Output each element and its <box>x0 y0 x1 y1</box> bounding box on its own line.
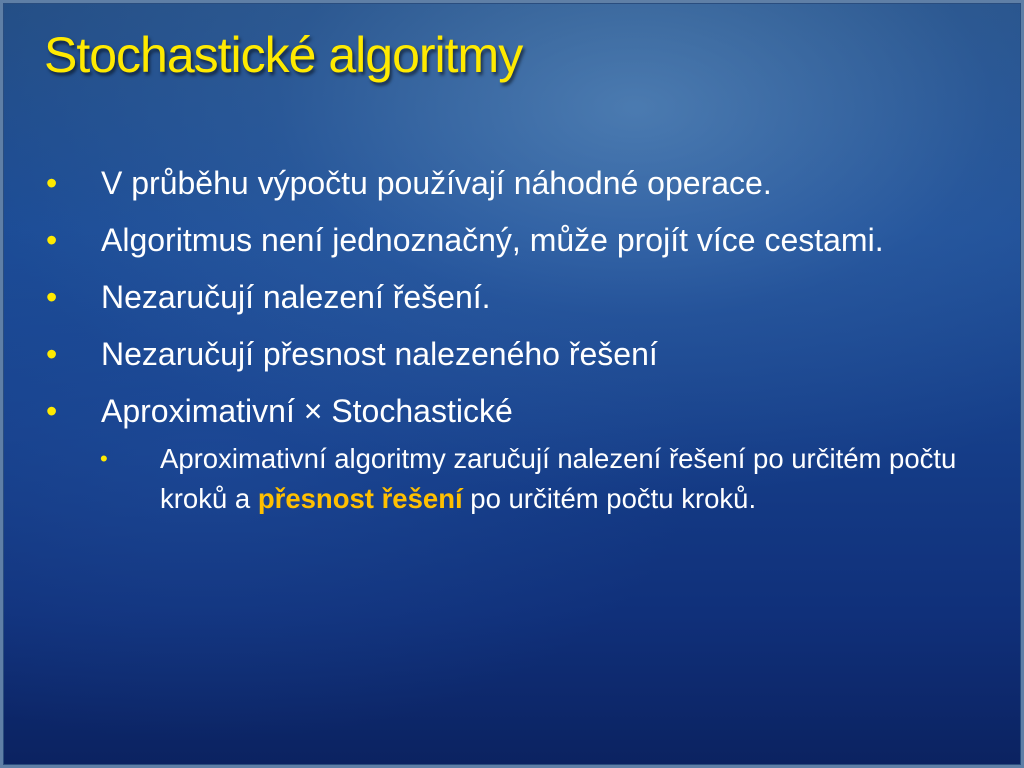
bullet-marker: • <box>46 279 58 315</box>
bullet-marker: • <box>46 336 58 372</box>
bullet-item <box>40 274 1000 320</box>
sub-bullet-text-start: Aproximativní algoritmy zaručují nalezení řešení po určitém počtu kroků a <box>160 443 957 514</box>
sub-bullet-item <box>40 439 1000 519</box>
bullet-text: V průběhu výpočtu používají náhodné operace. <box>101 165 772 201</box>
bullet-list <box>40 160 1000 519</box>
bullet-item <box>40 388 1000 434</box>
bullet-text: Aproximativní × Stochastické <box>101 393 513 429</box>
bullet-item <box>40 217 1000 263</box>
bullet-marker: • <box>46 165 58 201</box>
bullet-marker: • <box>46 393 58 429</box>
bullet-text: Algoritmus není jednoznačný, může projít více cestami. <box>101 222 884 258</box>
sub-bullet-marker: • <box>100 446 108 471</box>
bullet-text: Nezaručují nalezení řešení. <box>101 279 491 315</box>
bullet-marker: • <box>46 222 58 258</box>
bullet-text: Nezaručují přesnost nalezeného řešení <box>101 336 658 372</box>
bullet-item <box>40 331 1000 377</box>
sub-bullet-text-end: po určitém počtu kroků. <box>462 483 757 514</box>
highlighted-text: přesnost řešení <box>257 483 463 514</box>
bullet-item <box>40 160 1000 206</box>
slide-title: Stochastické algoritmy <box>44 27 523 83</box>
